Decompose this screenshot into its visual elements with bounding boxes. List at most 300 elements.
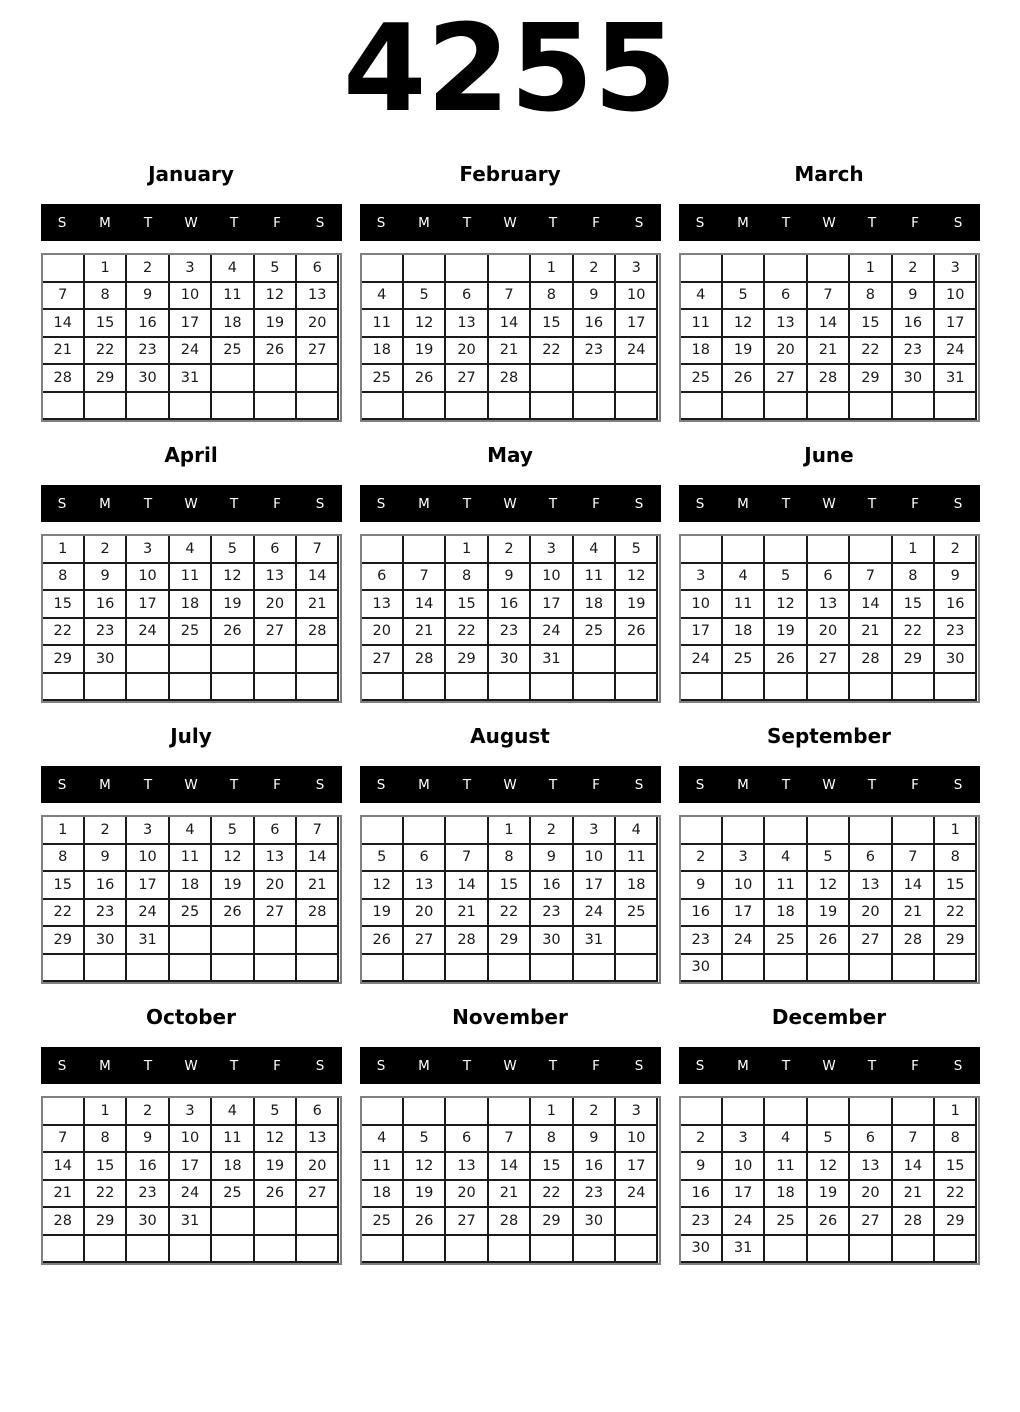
day-cell: 18 [765, 900, 807, 928]
day-cell: 24 [616, 338, 658, 366]
weekday-header-row [360, 1047, 661, 1084]
day-cell: 13 [850, 1153, 892, 1181]
month-day-grid [679, 253, 980, 422]
weekday-label: T [548, 495, 558, 512]
day-cell: 22 [43, 900, 85, 928]
day-cell-empty [85, 1236, 127, 1264]
day-cell: 22 [850, 338, 892, 366]
weekday-label: M [737, 495, 749, 512]
weekday-label: S [695, 495, 705, 512]
day-cell-empty [297, 365, 339, 393]
day-cell: 20 [446, 1181, 488, 1209]
day-cell-empty [85, 674, 127, 702]
day-cell: 4 [765, 845, 807, 873]
day-cell-empty [893, 1236, 935, 1264]
day-cell-empty [808, 255, 850, 283]
day-cell-empty [85, 393, 127, 421]
day-cell: 16 [127, 310, 169, 338]
day-cell: 15 [531, 310, 573, 338]
day-cell-empty [446, 393, 488, 421]
day-cell: 5 [404, 283, 446, 311]
weekday-label: T [462, 1057, 472, 1074]
day-cell: 3 [574, 817, 616, 845]
day-cell-empty [765, 817, 807, 845]
weekday-label: S [953, 776, 963, 793]
month-block [679, 443, 980, 703]
weekday-label: M [99, 1057, 111, 1074]
month-title: September [767, 724, 891, 748]
day-cell: 1 [446, 536, 488, 564]
weekday-label: S [315, 214, 325, 231]
day-cell-empty [404, 955, 446, 983]
day-cell-empty [297, 674, 339, 702]
day-cell-empty [616, 393, 658, 421]
day-cell: 30 [531, 927, 573, 955]
day-cell: 20 [297, 310, 339, 338]
day-cell-empty [893, 817, 935, 845]
month-day-grid [679, 815, 980, 984]
day-cell: 23 [531, 900, 573, 928]
month-block [41, 162, 342, 422]
day-cell: 29 [893, 646, 935, 674]
weekday-header-row [360, 204, 661, 241]
day-cell: 17 [127, 591, 169, 619]
month-day-grid [360, 534, 661, 703]
weekday-label: F [911, 1057, 919, 1074]
day-cell: 11 [616, 845, 658, 873]
weekday-header-row [679, 204, 980, 241]
day-cell: 27 [765, 365, 807, 393]
month-title: May [487, 443, 533, 467]
day-cell-empty [43, 393, 85, 421]
weekday-label: T [548, 1057, 558, 1074]
month-day-grid [41, 253, 342, 422]
day-cell-empty [127, 674, 169, 702]
day-cell: 3 [723, 1126, 765, 1154]
day-cell: 24 [170, 1181, 212, 1209]
day-cell: 7 [850, 564, 892, 592]
day-cell: 23 [85, 619, 127, 647]
day-cell-empty [255, 674, 297, 702]
day-cell-empty [616, 1236, 658, 1264]
day-cell: 4 [362, 283, 404, 311]
day-cell: 25 [362, 365, 404, 393]
weekday-label: S [953, 1057, 963, 1074]
day-cell: 13 [446, 1153, 488, 1181]
day-cell-empty [893, 1098, 935, 1126]
weekday-label: S [634, 1057, 644, 1074]
day-cell-empty [531, 1236, 573, 1264]
day-cell: 9 [489, 564, 531, 592]
day-cell: 26 [404, 1208, 446, 1236]
day-cell-empty [212, 955, 254, 983]
day-cell: 23 [681, 927, 723, 955]
day-cell-empty [850, 536, 892, 564]
day-cell: 9 [681, 872, 723, 900]
day-cell: 10 [723, 872, 765, 900]
day-cell: 20 [765, 338, 807, 366]
day-cell: 24 [616, 1181, 658, 1209]
weekday-label: S [634, 495, 644, 512]
day-cell-empty [362, 955, 404, 983]
day-cell-empty [765, 393, 807, 421]
day-cell: 15 [446, 591, 488, 619]
day-cell: 20 [850, 900, 892, 928]
day-cell: 29 [850, 365, 892, 393]
day-cell: 24 [723, 1208, 765, 1236]
day-cell: 26 [212, 900, 254, 928]
weekday-label: S [57, 776, 67, 793]
day-cell-empty [404, 1098, 446, 1126]
day-cell: 13 [446, 310, 488, 338]
day-cell: 6 [297, 255, 339, 283]
day-cell-empty [681, 536, 723, 564]
day-cell-empty [362, 393, 404, 421]
day-cell: 21 [489, 338, 531, 366]
day-cell: 8 [850, 283, 892, 311]
weekday-label: W [503, 214, 517, 231]
day-cell: 26 [616, 619, 658, 647]
day-cell-empty [616, 646, 658, 674]
day-cell: 28 [297, 900, 339, 928]
weekday-label: T [143, 776, 153, 793]
day-cell-empty [297, 393, 339, 421]
weekday-label: S [315, 495, 325, 512]
day-cell-empty [362, 536, 404, 564]
weekday-label: S [57, 1057, 67, 1074]
day-cell-empty [935, 955, 977, 983]
day-cell: 28 [446, 927, 488, 955]
day-cell: 7 [808, 283, 850, 311]
day-cell: 10 [681, 591, 723, 619]
day-cell: 21 [43, 338, 85, 366]
day-cell: 22 [531, 1181, 573, 1209]
day-cell: 28 [489, 1208, 531, 1236]
day-cell: 18 [362, 1181, 404, 1209]
day-cell: 24 [127, 900, 169, 928]
month-block [41, 443, 342, 703]
weekday-label: T [143, 495, 153, 512]
weekday-label: S [57, 214, 67, 231]
day-cell-empty [574, 955, 616, 983]
day-cell: 13 [850, 872, 892, 900]
weekday-label: M [418, 1057, 430, 1074]
day-cell: 2 [574, 1098, 616, 1126]
day-cell-empty [531, 365, 573, 393]
day-cell: 5 [404, 1126, 446, 1154]
day-cell: 29 [935, 927, 977, 955]
day-cell: 20 [255, 872, 297, 900]
day-cell: 11 [681, 310, 723, 338]
day-cell: 22 [935, 1181, 977, 1209]
day-cell: 16 [681, 900, 723, 928]
day-cell: 7 [404, 564, 446, 592]
day-cell: 4 [362, 1126, 404, 1154]
day-cell: 21 [893, 900, 935, 928]
weekday-header-row [360, 485, 661, 522]
month-title: January [148, 162, 234, 186]
day-cell: 3 [616, 1098, 658, 1126]
weekday-label: T [462, 776, 472, 793]
day-cell-empty [808, 1098, 850, 1126]
weekday-label: T [867, 214, 877, 231]
day-cell: 20 [297, 1153, 339, 1181]
day-cell: 1 [85, 255, 127, 283]
day-cell: 1 [85, 1098, 127, 1126]
day-cell: 28 [43, 1208, 85, 1236]
day-cell: 10 [127, 845, 169, 873]
day-cell: 13 [765, 310, 807, 338]
day-cell: 28 [404, 646, 446, 674]
day-cell: 2 [85, 817, 127, 845]
day-cell: 13 [255, 845, 297, 873]
day-cell: 10 [574, 845, 616, 873]
day-cell: 25 [212, 1181, 254, 1209]
weekday-label: T [229, 1057, 239, 1074]
day-cell-empty [531, 955, 573, 983]
day-cell: 24 [574, 900, 616, 928]
day-cell: 10 [616, 1126, 658, 1154]
day-cell: 4 [723, 564, 765, 592]
weekday-label: T [867, 495, 877, 512]
day-cell-empty [255, 646, 297, 674]
day-cell-empty [43, 255, 85, 283]
day-cell: 9 [574, 283, 616, 311]
day-cell: 5 [808, 845, 850, 873]
day-cell-empty [616, 674, 658, 702]
day-cell: 26 [808, 927, 850, 955]
day-cell-empty [212, 646, 254, 674]
day-cell: 12 [255, 1126, 297, 1154]
month-day-grid [41, 815, 342, 984]
day-cell: 3 [127, 817, 169, 845]
day-cell: 27 [362, 646, 404, 674]
weekday-label: W [822, 1057, 836, 1074]
day-cell: 26 [255, 1181, 297, 1209]
day-cell: 6 [850, 845, 892, 873]
day-cell: 28 [297, 619, 339, 647]
day-cell: 17 [170, 1153, 212, 1181]
day-cell: 30 [85, 646, 127, 674]
month-title: December [771, 1005, 887, 1029]
day-cell: 23 [574, 1181, 616, 1209]
day-cell: 9 [127, 1126, 169, 1154]
day-cell-empty [723, 1098, 765, 1126]
day-cell: 24 [681, 646, 723, 674]
day-cell: 16 [531, 872, 573, 900]
day-cell-empty [850, 817, 892, 845]
day-cell: 25 [212, 338, 254, 366]
day-cell: 21 [850, 619, 892, 647]
day-cell: 14 [893, 872, 935, 900]
day-cell: 31 [574, 927, 616, 955]
day-cell: 19 [255, 310, 297, 338]
month-day-grid [679, 1096, 980, 1265]
day-cell: 17 [574, 872, 616, 900]
weekday-label: W [184, 495, 198, 512]
day-cell: 18 [170, 591, 212, 619]
day-cell-empty [765, 1098, 807, 1126]
day-cell: 18 [212, 310, 254, 338]
weekday-header-row [679, 766, 980, 803]
day-cell: 12 [616, 564, 658, 592]
day-cell: 27 [446, 365, 488, 393]
day-cell: 25 [616, 900, 658, 928]
day-cell-empty [255, 1236, 297, 1264]
day-cell: 14 [446, 872, 488, 900]
day-cell: 8 [489, 845, 531, 873]
day-cell: 25 [362, 1208, 404, 1236]
day-cell: 15 [850, 310, 892, 338]
day-cell-empty [808, 536, 850, 564]
weekday-label: F [273, 214, 281, 231]
day-cell: 24 [170, 338, 212, 366]
day-cell-empty [404, 255, 446, 283]
day-cell-empty [935, 674, 977, 702]
day-cell-empty [170, 927, 212, 955]
day-cell: 13 [297, 1126, 339, 1154]
weekday-label: W [503, 1057, 517, 1074]
weekday-header-row [679, 485, 980, 522]
day-cell: 17 [616, 1153, 658, 1181]
day-cell: 5 [212, 536, 254, 564]
day-cell: 6 [297, 1098, 339, 1126]
month-title: October [146, 1005, 236, 1029]
day-cell: 30 [574, 1208, 616, 1236]
day-cell: 16 [574, 310, 616, 338]
months-grid [41, 162, 980, 1265]
day-cell: 8 [531, 1126, 573, 1154]
day-cell: 22 [43, 619, 85, 647]
weekday-label: F [911, 776, 919, 793]
day-cell: 8 [43, 564, 85, 592]
month-day-grid [41, 1096, 342, 1265]
day-cell: 29 [446, 646, 488, 674]
day-cell-empty [362, 817, 404, 845]
day-cell: 7 [43, 283, 85, 311]
weekday-label: S [695, 214, 705, 231]
day-cell: 31 [170, 365, 212, 393]
day-cell: 28 [489, 365, 531, 393]
day-cell: 28 [893, 927, 935, 955]
month-title: August [470, 724, 550, 748]
day-cell: 15 [531, 1153, 573, 1181]
weekday-label: T [143, 214, 153, 231]
day-cell: 8 [531, 283, 573, 311]
day-cell: 29 [531, 1208, 573, 1236]
day-cell: 4 [212, 1098, 254, 1126]
day-cell: 19 [808, 900, 850, 928]
day-cell-empty [681, 393, 723, 421]
day-cell-empty [489, 1098, 531, 1126]
day-cell: 19 [362, 900, 404, 928]
day-cell: 6 [404, 845, 446, 873]
day-cell-empty [574, 646, 616, 674]
weekday-label: M [737, 214, 749, 231]
weekday-label: T [229, 495, 239, 512]
day-cell: 11 [765, 1153, 807, 1181]
day-cell-empty [212, 393, 254, 421]
day-cell: 30 [893, 365, 935, 393]
month-day-grid [360, 253, 661, 422]
day-cell-empty [127, 393, 169, 421]
day-cell: 5 [212, 817, 254, 845]
day-cell: 4 [574, 536, 616, 564]
day-cell: 9 [935, 564, 977, 592]
day-cell: 5 [255, 1098, 297, 1126]
weekday-header-row [41, 766, 342, 803]
day-cell: 17 [170, 310, 212, 338]
day-cell-empty [43, 1236, 85, 1264]
weekday-label: S [376, 214, 386, 231]
day-cell: 17 [127, 872, 169, 900]
month-day-grid [41, 534, 342, 703]
day-cell: 2 [681, 1126, 723, 1154]
weekday-label: F [592, 776, 600, 793]
day-cell-empty [446, 674, 488, 702]
weekday-label: S [953, 214, 963, 231]
day-cell: 18 [616, 872, 658, 900]
day-cell-empty [681, 674, 723, 702]
day-cell: 11 [723, 591, 765, 619]
weekday-label: S [695, 1057, 705, 1074]
day-cell: 19 [808, 1181, 850, 1209]
day-cell-empty [404, 817, 446, 845]
day-cell: 19 [212, 872, 254, 900]
day-cell: 19 [765, 619, 807, 647]
weekday-label: T [548, 214, 558, 231]
day-cell: 27 [850, 927, 892, 955]
month-block [41, 724, 342, 984]
day-cell: 22 [446, 619, 488, 647]
day-cell: 16 [935, 591, 977, 619]
day-cell-empty [255, 955, 297, 983]
day-cell: 27 [850, 1208, 892, 1236]
day-cell: 13 [255, 564, 297, 592]
day-cell-empty [362, 674, 404, 702]
day-cell: 11 [362, 310, 404, 338]
day-cell: 4 [212, 255, 254, 283]
day-cell-empty [723, 817, 765, 845]
day-cell: 16 [85, 872, 127, 900]
day-cell-empty [489, 955, 531, 983]
day-cell: 19 [212, 591, 254, 619]
day-cell: 3 [616, 255, 658, 283]
day-cell: 10 [935, 283, 977, 311]
day-cell-empty [765, 955, 807, 983]
weekday-label: S [376, 495, 386, 512]
day-cell: 25 [765, 1208, 807, 1236]
day-cell: 12 [404, 1153, 446, 1181]
day-cell-empty [362, 1098, 404, 1126]
day-cell-empty [297, 927, 339, 955]
day-cell: 17 [723, 900, 765, 928]
day-cell-empty [212, 674, 254, 702]
weekday-label: F [911, 214, 919, 231]
day-cell: 22 [85, 1181, 127, 1209]
day-cell: 11 [170, 564, 212, 592]
day-cell: 23 [574, 338, 616, 366]
day-cell: 18 [681, 338, 723, 366]
day-cell: 5 [616, 536, 658, 564]
day-cell: 14 [43, 310, 85, 338]
day-cell: 2 [935, 536, 977, 564]
day-cell: 12 [765, 591, 807, 619]
day-cell-empty [574, 674, 616, 702]
day-cell: 16 [681, 1181, 723, 1209]
day-cell: 10 [616, 283, 658, 311]
day-cell: 10 [170, 1126, 212, 1154]
